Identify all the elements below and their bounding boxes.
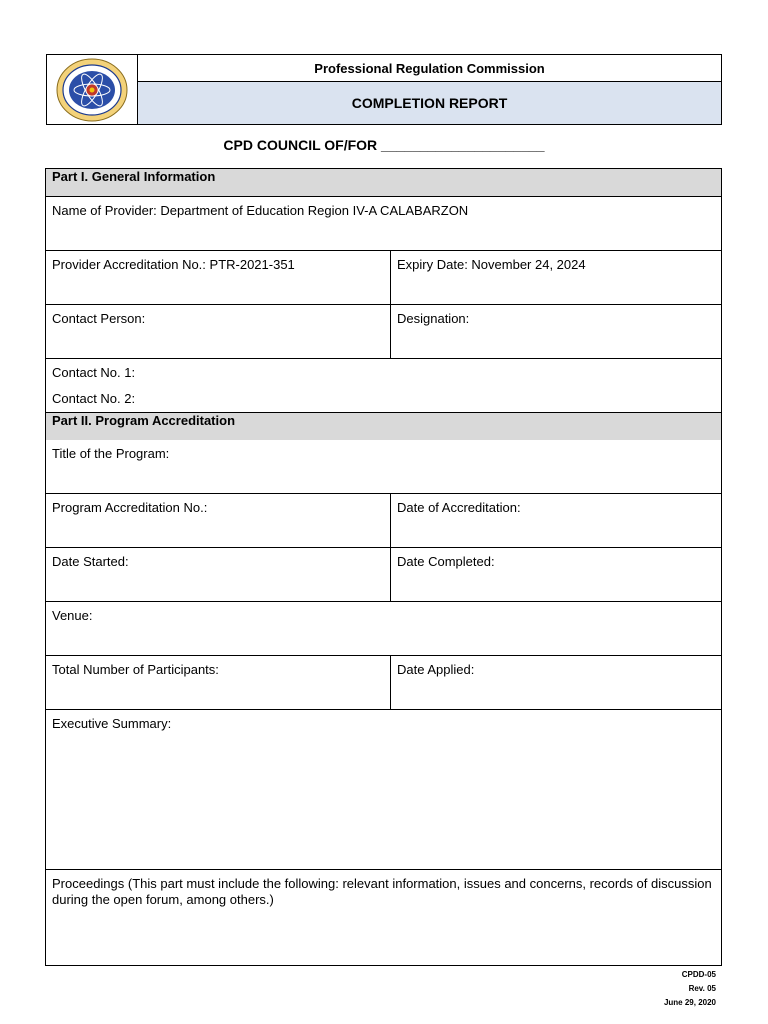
designation-field[interactable]: Designation: (397, 311, 470, 326)
contact-no-2-label: Contact No. 2: (52, 391, 136, 406)
date-applied-field[interactable]: Date Applied: (397, 662, 475, 677)
total-participants-field[interactable]: Total Number of Participants: (46, 656, 391, 709)
provider-name-field[interactable]: Name of Provider: Department of Education Region IV-A CALABARZON (52, 203, 469, 218)
executive-summary-row (46, 709, 721, 869)
document-header (46, 54, 722, 125)
proceedings-row (46, 869, 721, 965)
dates-row (46, 547, 721, 601)
part1-heading-row (46, 169, 721, 196)
venue-field[interactable]: Venue: (52, 608, 93, 623)
program-accreditation-no-field[interactable]: Program Accreditation No.: (46, 494, 391, 547)
provider-name-row (46, 196, 721, 250)
accreditation-row (46, 250, 721, 304)
organization-name: Professional Regulation Commission (138, 55, 721, 82)
executive-summary-field[interactable]: Executive Summary: (52, 716, 172, 731)
contact-numbers-row (46, 358, 721, 412)
contact-person-field[interactable]: Contact Person: (46, 305, 391, 358)
date-of-accreditation-field[interactable]: Date of Accreditation: (397, 500, 521, 515)
program-title-row (46, 439, 721, 493)
logo-cell (47, 55, 138, 124)
venue-row (46, 601, 721, 655)
report-form (45, 168, 722, 966)
program-accreditation-row (46, 493, 721, 547)
date-started-field[interactable]: Date Started: (46, 548, 391, 601)
prc-seal-icon (55, 58, 129, 122)
program-title-field[interactable]: Title of the Program: (52, 446, 170, 461)
date-completed-field[interactable]: Date Completed: (397, 554, 495, 569)
part2-heading-row (46, 412, 721, 439)
contact-person-row (46, 304, 721, 358)
expiry-date-field[interactable]: Expiry Date: November 24, 2024 (397, 257, 586, 272)
form-footer (664, 968, 716, 1010)
part2-heading: Part II. Program Accreditation (46, 413, 721, 440)
part1-heading: Part I. General Information (46, 169, 721, 196)
participants-row (46, 655, 721, 709)
contact-numbers-field[interactable] (46, 359, 721, 412)
form-revision: Rev. 05 (688, 984, 716, 993)
council-line: CPD COUNCIL OF/FOR _____________________ (223, 137, 545, 153)
form-code: CPDD-05 (681, 970, 716, 979)
form-date: June 29, 2020 (663, 998, 716, 1007)
provider-accreditation-field[interactable]: Provider Accreditation No.: PTR-2021-351 (46, 251, 391, 304)
contact-no-1-label: Contact No. 1: (52, 365, 136, 380)
proceedings-field[interactable]: Proceedings (This part must include the following: relevant information, issues and concerns, records of discussion during the open forum, among others.) (52, 876, 712, 907)
report-title: COMPLETION REPORT (138, 82, 721, 124)
